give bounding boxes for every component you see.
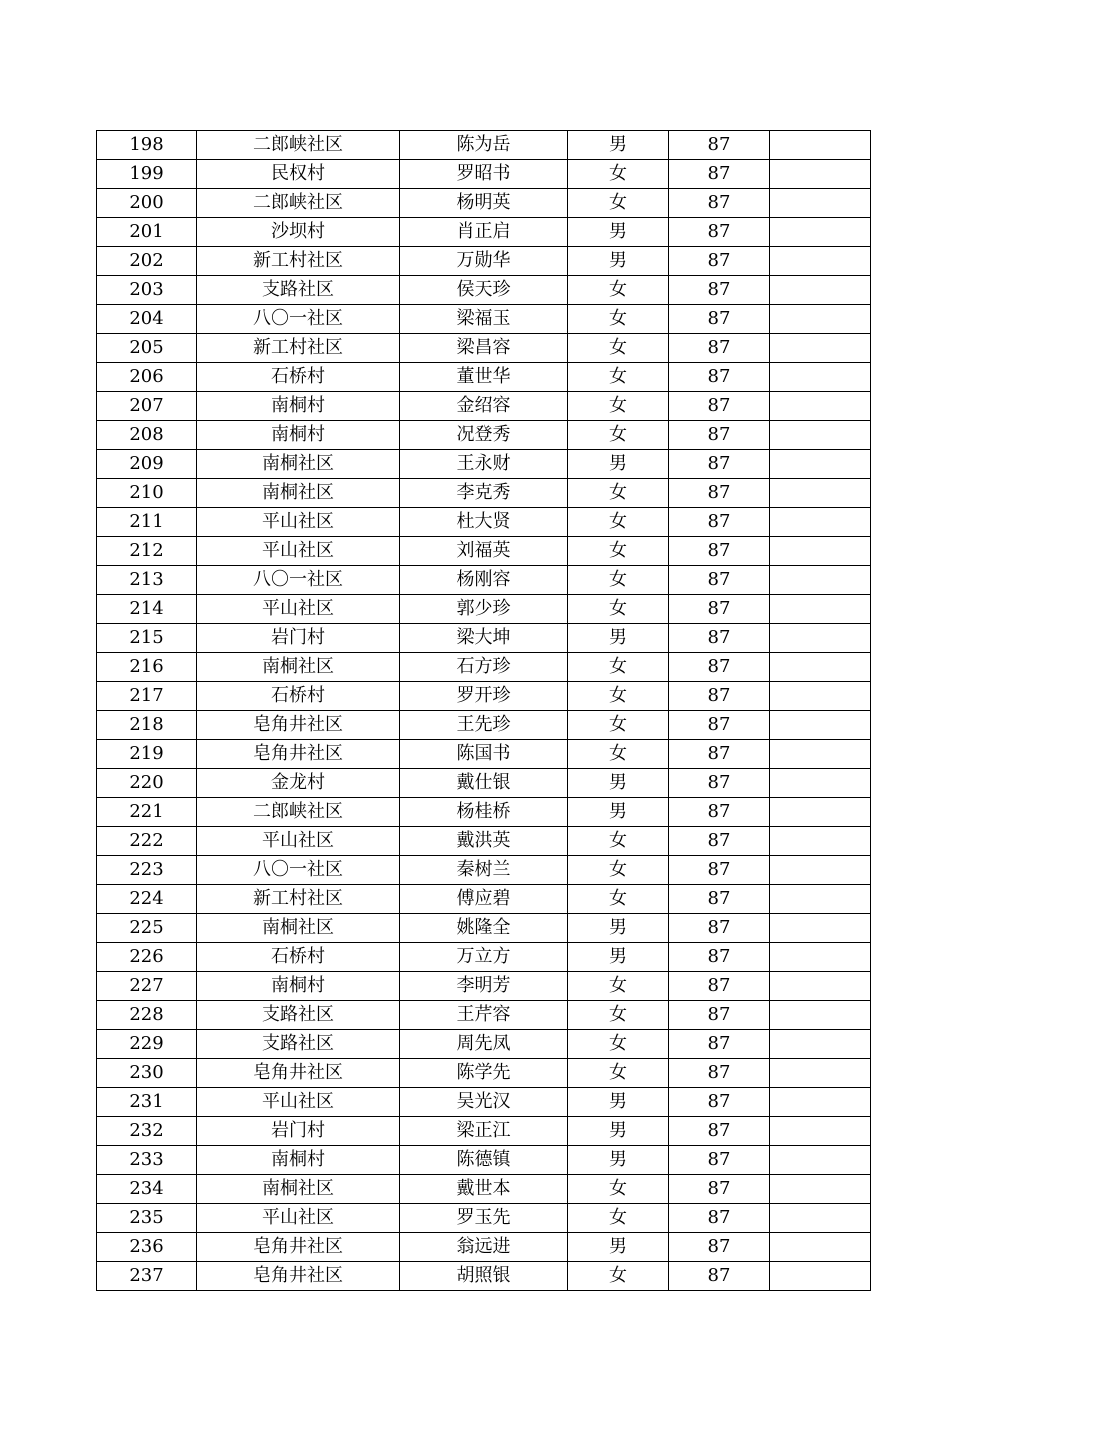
table-row: [97, 885, 871, 914]
name-cell: 杨刚容: [400, 566, 568, 595]
gender-cell: 女: [568, 305, 669, 334]
community-cell: 石桥村: [197, 943, 400, 972]
age-cell: 87: [669, 1175, 770, 1204]
age-cell: 87: [669, 1117, 770, 1146]
remark-cell: [770, 1204, 871, 1233]
gender-cell: 女: [568, 189, 669, 218]
gender-cell: 女: [568, 1204, 669, 1233]
table-row: [97, 624, 871, 653]
serial-number-cell: 198: [97, 131, 197, 160]
gender-cell: 女: [568, 653, 669, 682]
serial-number-cell: 236: [97, 1233, 197, 1262]
remark-cell: [770, 682, 871, 711]
remark-cell: [770, 421, 871, 450]
table-row: [97, 972, 871, 1001]
name-cell: 姚隆全: [400, 914, 568, 943]
community-cell: 支路社区: [197, 276, 400, 305]
gender-cell: 女: [568, 421, 669, 450]
serial-number-cell: 212: [97, 537, 197, 566]
age-cell: 87: [669, 131, 770, 160]
gender-cell: 男: [568, 131, 669, 160]
serial-number-cell: 216: [97, 653, 197, 682]
gender-cell: 女: [568, 885, 669, 914]
remark-cell: [770, 711, 871, 740]
community-cell: 石桥村: [197, 363, 400, 392]
table-row: [97, 1146, 871, 1175]
name-cell: 肖正启: [400, 218, 568, 247]
community-cell: 岩门村: [197, 624, 400, 653]
remark-cell: [770, 189, 871, 218]
community-cell: 平山社区: [197, 1088, 400, 1117]
serial-number-cell: 231: [97, 1088, 197, 1117]
age-cell: 87: [669, 1262, 770, 1291]
remark-cell: [770, 740, 871, 769]
name-cell: 李明芳: [400, 972, 568, 1001]
name-cell: 罗昭书: [400, 160, 568, 189]
age-cell: 87: [669, 1088, 770, 1117]
community-cell: 二郎峡社区: [197, 189, 400, 218]
remark-cell: [770, 1262, 871, 1291]
table-row: [97, 914, 871, 943]
age-cell: 87: [669, 1030, 770, 1059]
serial-number-cell: 220: [97, 769, 197, 798]
table-row: [97, 711, 871, 740]
name-cell: 罗玉先: [400, 1204, 568, 1233]
gender-cell: 男: [568, 769, 669, 798]
gender-cell: 男: [568, 1233, 669, 1262]
serial-number-cell: 218: [97, 711, 197, 740]
table-row: [97, 798, 871, 827]
table-row: [97, 1001, 871, 1030]
table-row: [97, 392, 871, 421]
age-cell: 87: [669, 595, 770, 624]
gender-cell: 女: [568, 827, 669, 856]
serial-number-cell: 202: [97, 247, 197, 276]
remark-cell: [770, 1146, 871, 1175]
age-cell: 87: [669, 363, 770, 392]
name-cell: 郭少珍: [400, 595, 568, 624]
serial-number-cell: 201: [97, 218, 197, 247]
table-body: [97, 131, 871, 1291]
table-row: [97, 1030, 871, 1059]
table-row: [97, 566, 871, 595]
community-cell: 新工村社区: [197, 885, 400, 914]
elderly-roster-table: [96, 130, 871, 1291]
community-cell: 南桐社区: [197, 479, 400, 508]
table-row: [97, 595, 871, 624]
community-cell: 平山社区: [197, 508, 400, 537]
remark-cell: [770, 1233, 871, 1262]
gender-cell: 女: [568, 972, 669, 1001]
table-row: [97, 160, 871, 189]
age-cell: 87: [669, 276, 770, 305]
table-row: [97, 305, 871, 334]
table-row: [97, 943, 871, 972]
serial-number-cell: 228: [97, 1001, 197, 1030]
gender-cell: 男: [568, 218, 669, 247]
age-cell: 87: [669, 624, 770, 653]
gender-cell: 女: [568, 363, 669, 392]
serial-number-cell: 234: [97, 1175, 197, 1204]
gender-cell: 男: [568, 1146, 669, 1175]
serial-number-cell: 208: [97, 421, 197, 450]
gender-cell: 男: [568, 1117, 669, 1146]
name-cell: 陈德镇: [400, 1146, 568, 1175]
community-cell: 皂角井社区: [197, 1059, 400, 1088]
age-cell: 87: [669, 740, 770, 769]
name-cell: 胡照银: [400, 1262, 568, 1291]
community-cell: 支路社区: [197, 1030, 400, 1059]
age-cell: 87: [669, 1146, 770, 1175]
name-cell: 罗开珍: [400, 682, 568, 711]
community-cell: 新工村社区: [197, 334, 400, 363]
name-cell: 杨桂桥: [400, 798, 568, 827]
age-cell: 87: [669, 827, 770, 856]
serial-number-cell: 221: [97, 798, 197, 827]
serial-number-cell: 205: [97, 334, 197, 363]
name-cell: 万立方: [400, 943, 568, 972]
table-row: [97, 1262, 871, 1291]
remark-cell: [770, 537, 871, 566]
remark-cell: [770, 827, 871, 856]
table-row: [97, 334, 871, 363]
remark-cell: [770, 247, 871, 276]
name-cell: 吴光汉: [400, 1088, 568, 1117]
table-row: [97, 421, 871, 450]
community-cell: 沙坝村: [197, 218, 400, 247]
age-cell: 87: [669, 247, 770, 276]
remark-cell: [770, 769, 871, 798]
serial-number-cell: 203: [97, 276, 197, 305]
serial-number-cell: 230: [97, 1059, 197, 1088]
remark-cell: [770, 1088, 871, 1117]
gender-cell: 女: [568, 682, 669, 711]
serial-number-cell: 232: [97, 1117, 197, 1146]
remark-cell: [770, 624, 871, 653]
table-row: [97, 479, 871, 508]
name-cell: 梁昌容: [400, 334, 568, 363]
community-cell: 皂角井社区: [197, 740, 400, 769]
community-cell: 平山社区: [197, 595, 400, 624]
community-cell: 平山社区: [197, 1204, 400, 1233]
remark-cell: [770, 131, 871, 160]
name-cell: 王先珍: [400, 711, 568, 740]
serial-number-cell: 233: [97, 1146, 197, 1175]
table-row: [97, 218, 871, 247]
age-cell: 87: [669, 653, 770, 682]
remark-cell: [770, 450, 871, 479]
community-cell: 八〇一社区: [197, 856, 400, 885]
age-cell: 87: [669, 798, 770, 827]
serial-number-cell: 210: [97, 479, 197, 508]
community-cell: 平山社区: [197, 537, 400, 566]
name-cell: 翁远进: [400, 1233, 568, 1262]
remark-cell: [770, 1175, 871, 1204]
table-row: [97, 682, 871, 711]
table-row: [97, 1175, 871, 1204]
community-cell: 南桐社区: [197, 1175, 400, 1204]
gender-cell: 男: [568, 450, 669, 479]
gender-cell: 女: [568, 1001, 669, 1030]
remark-cell: [770, 305, 871, 334]
community-cell: 南桐村: [197, 972, 400, 1001]
age-cell: 87: [669, 508, 770, 537]
age-cell: 87: [669, 566, 770, 595]
name-cell: 金绍容: [400, 392, 568, 421]
age-cell: 87: [669, 1204, 770, 1233]
serial-number-cell: 217: [97, 682, 197, 711]
serial-number-cell: 235: [97, 1204, 197, 1233]
table-row: [97, 827, 871, 856]
age-cell: 87: [669, 1059, 770, 1088]
table-row: [97, 508, 871, 537]
name-cell: 万勋华: [400, 247, 568, 276]
remark-cell: [770, 653, 871, 682]
community-cell: 二郎峡社区: [197, 798, 400, 827]
gender-cell: 女: [568, 508, 669, 537]
remark-cell: [770, 363, 871, 392]
table-row: [97, 537, 871, 566]
gender-cell: 女: [568, 566, 669, 595]
table-row: [97, 363, 871, 392]
name-cell: 戴洪英: [400, 827, 568, 856]
serial-number-cell: 214: [97, 595, 197, 624]
age-cell: 87: [669, 189, 770, 218]
remark-cell: [770, 856, 871, 885]
name-cell: 石方珍: [400, 653, 568, 682]
table-row: [97, 247, 871, 276]
remark-cell: [770, 1001, 871, 1030]
community-cell: 民权村: [197, 160, 400, 189]
gender-cell: 男: [568, 1088, 669, 1117]
community-cell: 石桥村: [197, 682, 400, 711]
remark-cell: [770, 595, 871, 624]
community-cell: 支路社区: [197, 1001, 400, 1030]
gender-cell: 男: [568, 798, 669, 827]
remark-cell: [770, 566, 871, 595]
name-cell: 董世华: [400, 363, 568, 392]
remark-cell: [770, 160, 871, 189]
community-cell: 金龙村: [197, 769, 400, 798]
community-cell: 皂角井社区: [197, 1233, 400, 1262]
community-cell: 八〇一社区: [197, 566, 400, 595]
name-cell: 梁福玉: [400, 305, 568, 334]
name-cell: 戴仕银: [400, 769, 568, 798]
table-row: [97, 653, 871, 682]
age-cell: 87: [669, 769, 770, 798]
community-cell: 南桐村: [197, 1146, 400, 1175]
name-cell: 李克秀: [400, 479, 568, 508]
table-row: [97, 1233, 871, 1262]
serial-number-cell: 224: [97, 885, 197, 914]
gender-cell: 男: [568, 914, 669, 943]
name-cell: 杨明英: [400, 189, 568, 218]
serial-number-cell: 222: [97, 827, 197, 856]
serial-number-cell: 225: [97, 914, 197, 943]
remark-cell: [770, 392, 871, 421]
age-cell: 87: [669, 943, 770, 972]
serial-number-cell: 206: [97, 363, 197, 392]
remark-cell: [770, 1117, 871, 1146]
name-cell: 傅应碧: [400, 885, 568, 914]
age-cell: 87: [669, 972, 770, 1001]
name-cell: 秦树兰: [400, 856, 568, 885]
gender-cell: 女: [568, 537, 669, 566]
gender-cell: 女: [568, 160, 669, 189]
table-row: [97, 740, 871, 769]
name-cell: 王永财: [400, 450, 568, 479]
age-cell: 87: [669, 711, 770, 740]
gender-cell: 女: [568, 711, 669, 740]
table-row: [97, 1117, 871, 1146]
name-cell: 况登秀: [400, 421, 568, 450]
serial-number-cell: 226: [97, 943, 197, 972]
serial-number-cell: 223: [97, 856, 197, 885]
gender-cell: 女: [568, 276, 669, 305]
serial-number-cell: 219: [97, 740, 197, 769]
community-cell: 南桐社区: [197, 450, 400, 479]
gender-cell: 女: [568, 740, 669, 769]
age-cell: 87: [669, 305, 770, 334]
gender-cell: 女: [568, 1262, 669, 1291]
name-cell: 刘福英: [400, 537, 568, 566]
table-row: [97, 131, 871, 160]
serial-number-cell: 227: [97, 972, 197, 1001]
serial-number-cell: 229: [97, 1030, 197, 1059]
serial-number-cell: 204: [97, 305, 197, 334]
gender-cell: 女: [568, 334, 669, 363]
table-row: [97, 189, 871, 218]
name-cell: 杜大贤: [400, 508, 568, 537]
table-row: [97, 1088, 871, 1117]
gender-cell: 女: [568, 595, 669, 624]
age-cell: 87: [669, 479, 770, 508]
remark-cell: [770, 479, 871, 508]
name-cell: 梁大坤: [400, 624, 568, 653]
name-cell: 陈为岳: [400, 131, 568, 160]
community-cell: 南桐村: [197, 421, 400, 450]
table-row: [97, 1059, 871, 1088]
community-cell: 平山社区: [197, 827, 400, 856]
community-cell: 岩门村: [197, 1117, 400, 1146]
community-cell: 皂角井社区: [197, 1262, 400, 1291]
table-row: [97, 1204, 871, 1233]
table-row: [97, 450, 871, 479]
serial-number-cell: 237: [97, 1262, 197, 1291]
name-cell: 侯天珍: [400, 276, 568, 305]
remark-cell: [770, 508, 871, 537]
age-cell: 87: [669, 537, 770, 566]
community-cell: 皂角井社区: [197, 711, 400, 740]
table-row: [97, 856, 871, 885]
remark-cell: [770, 1030, 871, 1059]
remark-cell: [770, 885, 871, 914]
serial-number-cell: 200: [97, 189, 197, 218]
name-cell: 陈学先: [400, 1059, 568, 1088]
age-cell: 87: [669, 450, 770, 479]
serial-number-cell: 199: [97, 160, 197, 189]
serial-number-cell: 209: [97, 450, 197, 479]
name-cell: 戴世本: [400, 1175, 568, 1204]
age-cell: 87: [669, 392, 770, 421]
community-cell: 八〇一社区: [197, 305, 400, 334]
age-cell: 87: [669, 682, 770, 711]
table-row: [97, 769, 871, 798]
gender-cell: 男: [568, 247, 669, 276]
remark-cell: [770, 276, 871, 305]
remark-cell: [770, 334, 871, 363]
gender-cell: 女: [568, 1030, 669, 1059]
gender-cell: 女: [568, 392, 669, 421]
age-cell: 87: [669, 1233, 770, 1262]
age-cell: 87: [669, 1001, 770, 1030]
table-row: [97, 276, 871, 305]
remark-cell: [770, 218, 871, 247]
community-cell: 南桐社区: [197, 653, 400, 682]
remark-cell: [770, 914, 871, 943]
age-cell: 87: [669, 334, 770, 363]
serial-number-cell: 215: [97, 624, 197, 653]
age-cell: 87: [669, 885, 770, 914]
age-cell: 87: [669, 218, 770, 247]
age-cell: 87: [669, 914, 770, 943]
age-cell: 87: [669, 160, 770, 189]
remark-cell: [770, 1059, 871, 1088]
remark-cell: [770, 943, 871, 972]
serial-number-cell: 207: [97, 392, 197, 421]
name-cell: 周先凤: [400, 1030, 568, 1059]
gender-cell: 女: [568, 1175, 669, 1204]
gender-cell: 男: [568, 624, 669, 653]
gender-cell: 男: [568, 943, 669, 972]
community-cell: 新工村社区: [197, 247, 400, 276]
remark-cell: [770, 972, 871, 1001]
community-cell: 二郎峡社区: [197, 131, 400, 160]
age-cell: 87: [669, 421, 770, 450]
gender-cell: 女: [568, 479, 669, 508]
gender-cell: 女: [568, 1059, 669, 1088]
age-cell: 87: [669, 856, 770, 885]
name-cell: 陈国书: [400, 740, 568, 769]
remark-cell: [770, 798, 871, 827]
community-cell: 南桐村: [197, 392, 400, 421]
serial-number-cell: 211: [97, 508, 197, 537]
serial-number-cell: 213: [97, 566, 197, 595]
gender-cell: 女: [568, 856, 669, 885]
name-cell: 王芹容: [400, 1001, 568, 1030]
community-cell: 南桐社区: [197, 914, 400, 943]
name-cell: 梁正江: [400, 1117, 568, 1146]
